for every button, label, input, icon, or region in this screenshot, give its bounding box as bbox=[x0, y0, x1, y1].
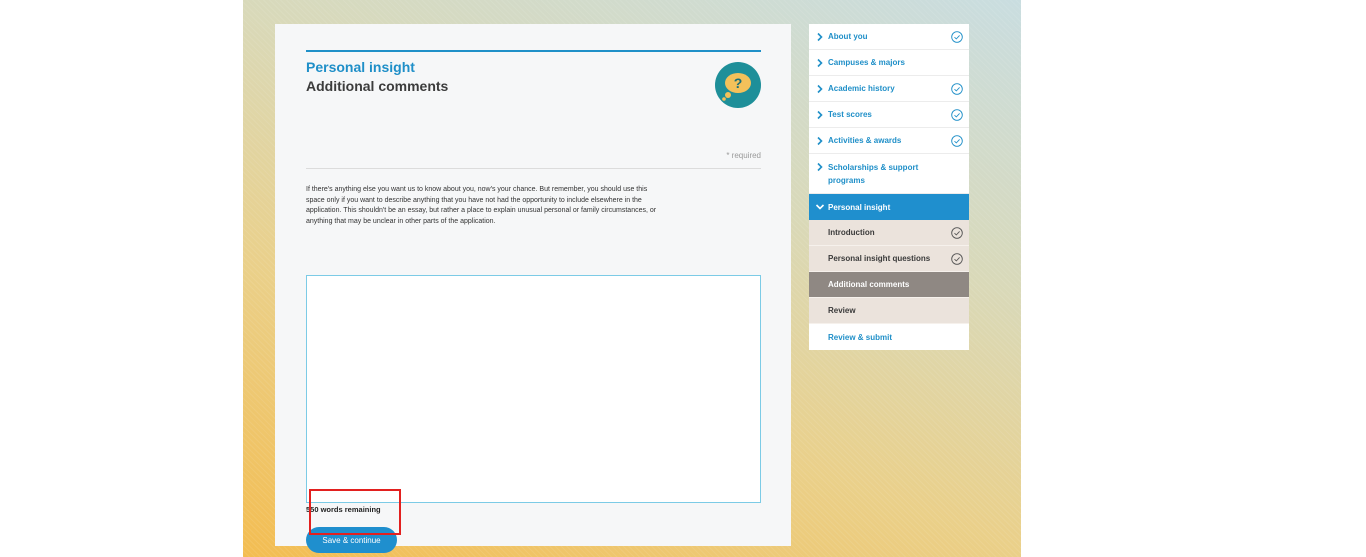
required-divider bbox=[306, 168, 761, 169]
subnav-item-label: Additional comments bbox=[828, 280, 910, 289]
chevron-right-icon bbox=[815, 110, 825, 120]
sidebar-item-scholarships[interactable] bbox=[809, 154, 969, 194]
sidebar-item-label: Test scores bbox=[828, 110, 872, 119]
subnav-item-label: Introduction bbox=[828, 228, 875, 237]
chevron-right-icon bbox=[815, 58, 825, 68]
check-circle-icon bbox=[951, 109, 963, 121]
sidebar-item-academic-history[interactable] bbox=[809, 76, 969, 102]
subnav-item-review[interactable] bbox=[809, 298, 969, 324]
sidebar-item-label: Scholarships & support programs bbox=[828, 162, 919, 185]
sidebar-item-label: Activities & awards bbox=[828, 136, 902, 145]
application-sidebar bbox=[809, 24, 969, 350]
required-note: * required bbox=[726, 151, 761, 160]
instructions-text: If there's anything else you want us to know about you, now's your chance. But remember, you should use this space only if you want to describe anything that you have not had the opportunity to include elsewhere in the application. This shouldn't be an essay, but rather a place to explain unusual personal or family circumstances, or anything that may be unclear in other parts of the application. bbox=[306, 186, 657, 225]
sidebar-item-test-scores[interactable] bbox=[809, 102, 969, 128]
section-divider bbox=[306, 50, 761, 52]
chevron-down-icon bbox=[815, 202, 825, 212]
form-content bbox=[306, 50, 761, 545]
sidebar-item-label: Review & submit bbox=[828, 332, 893, 342]
subnav-item-label: Review bbox=[828, 306, 856, 315]
additional-comments-textarea[interactable] bbox=[306, 275, 761, 503]
subnav-item-personal-insight-questions[interactable] bbox=[809, 246, 969, 272]
sidebar-item-label: About you bbox=[828, 32, 868, 41]
check-circle-icon bbox=[951, 83, 963, 95]
save-continue-button[interactable]: Save & continue bbox=[306, 527, 397, 553]
chevron-right-icon bbox=[815, 32, 825, 42]
sidebar-item-activities-awards[interactable] bbox=[809, 128, 969, 154]
subnav-item-introduction[interactable] bbox=[809, 220, 969, 246]
help-bubble-icon[interactable] bbox=[715, 62, 761, 108]
svg-text:?: ? bbox=[733, 75, 743, 91]
subnav-item-additional-comments[interactable] bbox=[809, 272, 969, 298]
subnav-item-label: Personal insight questions bbox=[828, 254, 931, 263]
sidebar-item-about-you[interactable] bbox=[809, 24, 969, 50]
page-title: Additional comments bbox=[306, 78, 449, 94]
words-remaining-counter: 550 words remaining bbox=[306, 505, 381, 514]
check-circle-icon bbox=[951, 135, 963, 147]
check-circle-icon bbox=[951, 31, 963, 43]
sidebar-item-label: Campuses & majors bbox=[828, 58, 905, 67]
chevron-right-icon bbox=[815, 136, 825, 146]
sidebar-item-label: Academic history bbox=[828, 84, 895, 93]
chevron-right-icon bbox=[815, 162, 825, 172]
section-title: Personal insight bbox=[306, 59, 415, 75]
check-circle-icon bbox=[951, 227, 963, 239]
sidebar-item-review-submit[interactable] bbox=[809, 324, 969, 350]
chevron-right-icon bbox=[815, 84, 825, 94]
sidebar-item-campuses-majors[interactable] bbox=[809, 50, 969, 76]
sidebar-item-personal-insight[interactable] bbox=[809, 194, 969, 220]
check-circle-icon bbox=[951, 253, 963, 265]
page-background bbox=[243, 0, 1021, 557]
form-panel bbox=[275, 24, 791, 546]
sidebar-item-label: Personal insight bbox=[828, 202, 891, 212]
